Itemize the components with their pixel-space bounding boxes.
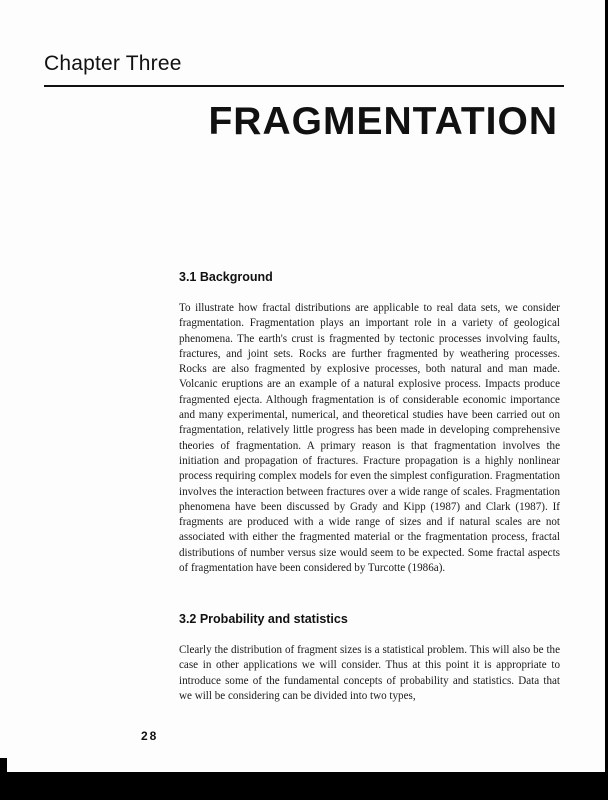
section-body-background: To illustrate how fractal distributions are applicable to real data sets, we consider fragmentation. Fragmentation plays an important role in a variety of geological phenomena. The earth's crust is fragmented by tectonic processes involving faults, fractures, and joint sets. Rocks are further fragmented by weathering processes. Rocks are also fragmented by explosive processes, both natural and man made. Volcanic eruptions are an example of a natural explosive process. Impacts produce fragmented ejecta. Although fragmentation is of considerable economic importance and many experimental, numerical, and theoretical studies have been carried out on fragmentation, relatively little progress has been made in developing comprehensive theories of fragmentation. A primary reason is that fragmentation involves the initiation and propagation of fractures. Fracture propagation is a highly nonlinear process requiring complex models for even the simplest configuration. Fragmentation involves the interaction between fractures over a wide range of scales. Fragmentation phenomena have been discussed by Grady and Kipp (1987) and Clark (1987). If fragments are produced with a wide range of sizes and if natural scales are not associated with either the fragmented material or the fragmentation process, fractal distributions of number versus size would seem to be expected. Some fractal aspects of fragmentation have been considered by Turcotte (1986a). — [179, 302, 560, 575]
chapter-rule — [44, 85, 564, 87]
section-body-probability: Clearly the distribution of fragment sizes is a statistical problem. This will also be the case in other applications we will consider. Thus at this point it is appropriate to introduce some of the fundamental concepts of probability and statistics. Data that we will be considering can be divided into two types, — [179, 644, 560, 702]
chapter-title: FRAGMENTATION — [208, 100, 558, 143]
section-heading-background: 3.1 Background — [179, 270, 273, 284]
scan-edge-left — [0, 758, 7, 772]
chapter-label: Chapter Three — [44, 52, 182, 75]
page-number: 28 — [141, 729, 159, 743]
section-heading-probability: 3.2 Probability and statistics — [179, 612, 348, 626]
scan-edge-bottom — [0, 772, 608, 800]
